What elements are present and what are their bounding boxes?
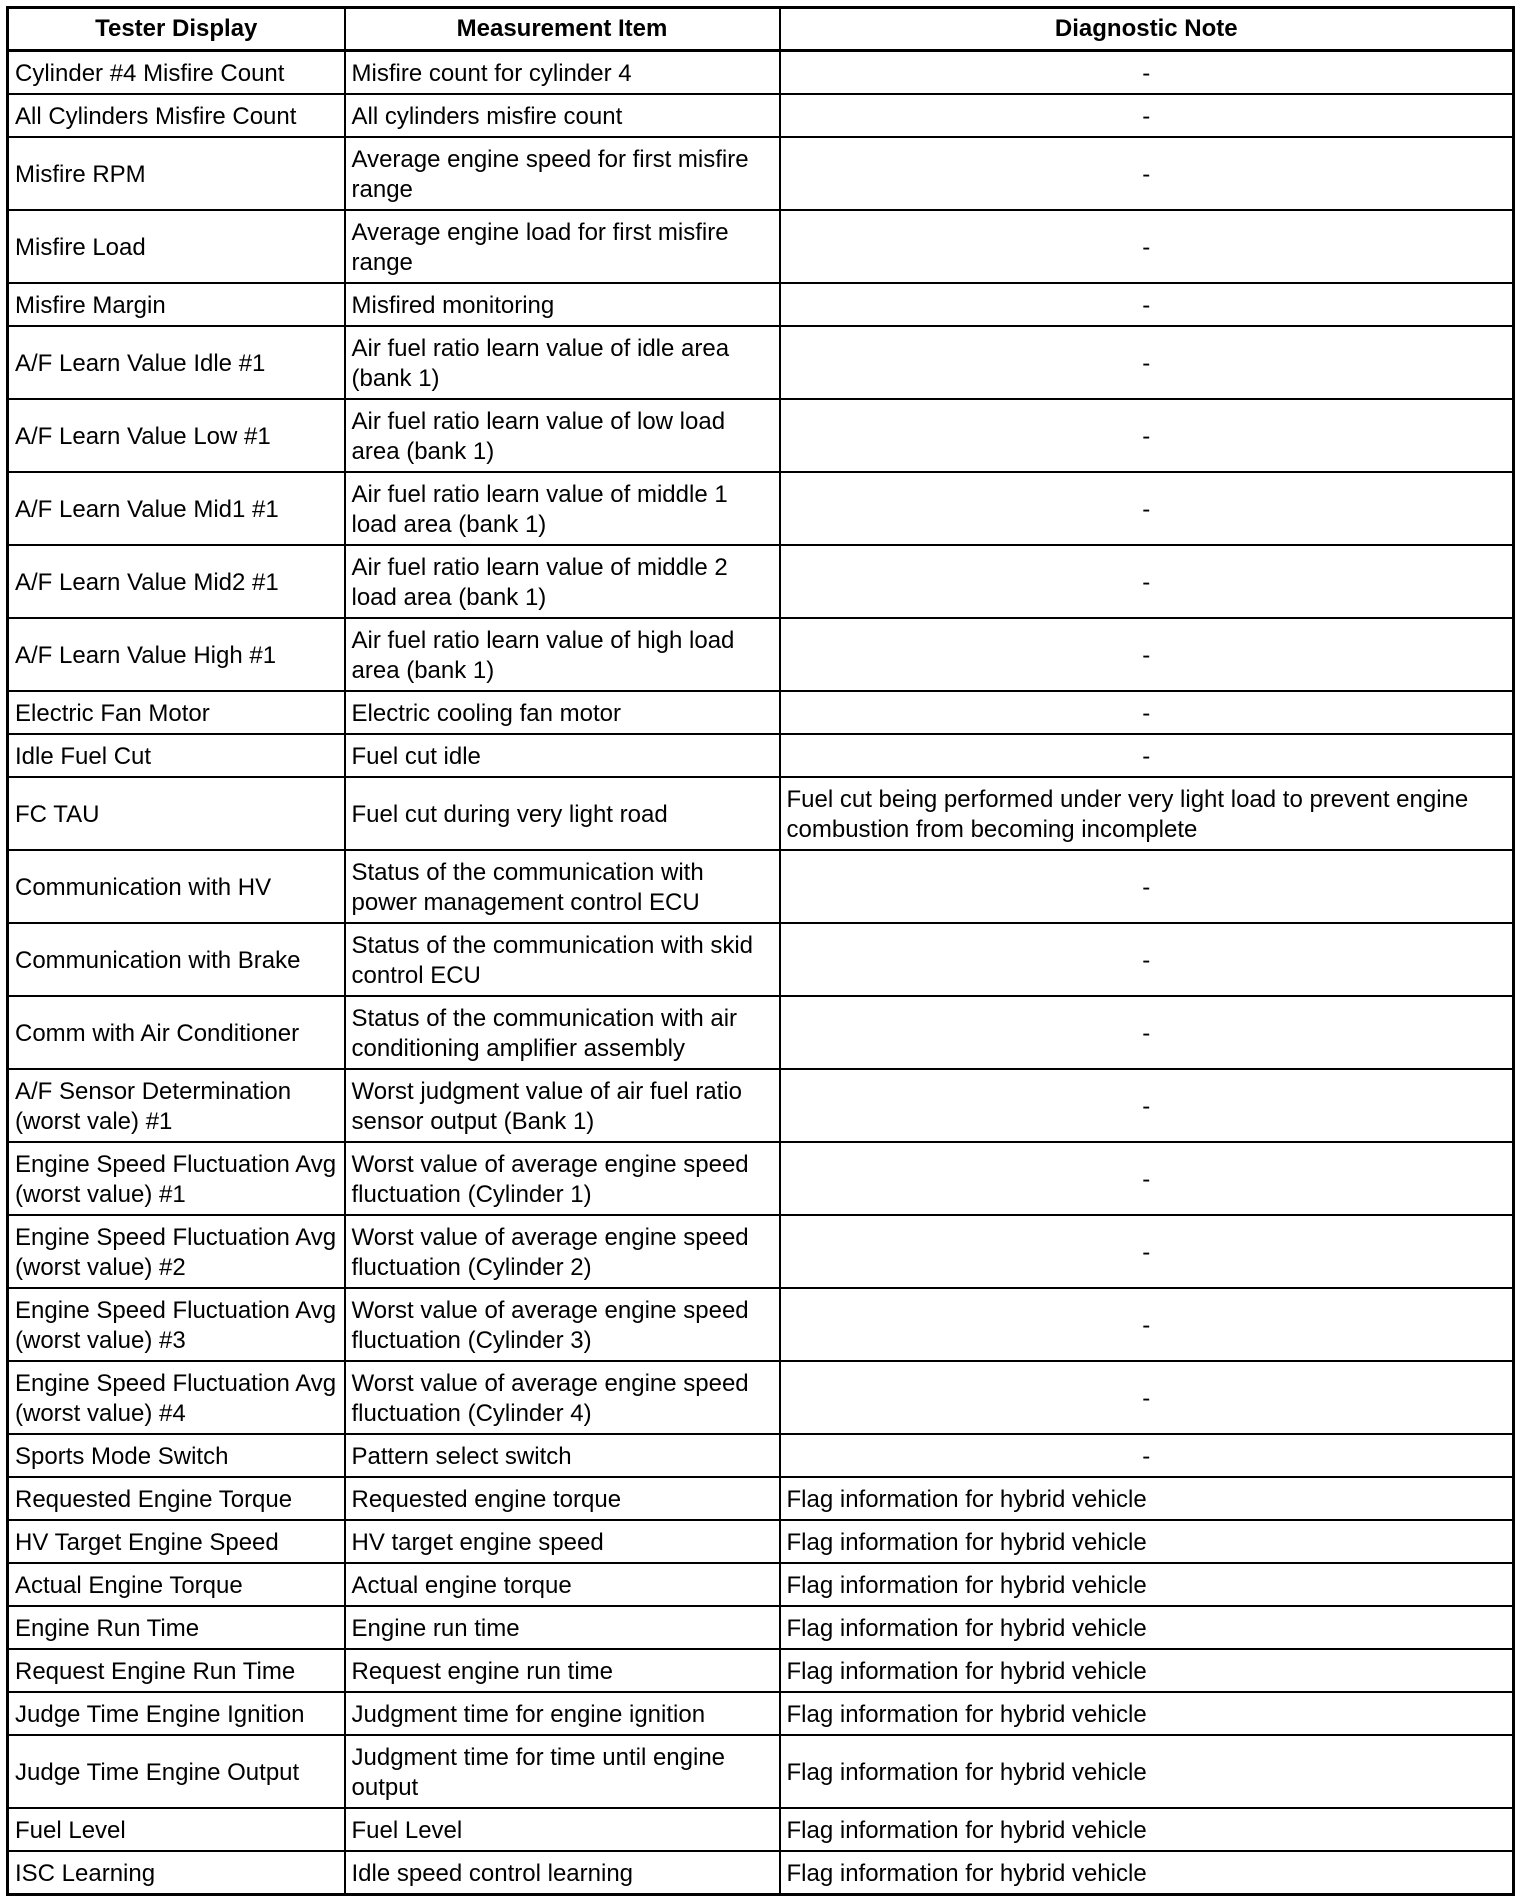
- diagnostic-note-cell: Flag information for hybrid vehicle: [780, 1851, 1514, 1895]
- diagnostic-note-cell: -: [780, 283, 1514, 326]
- measurement-item-cell: Status of the communication with air conditioning amplifier assembly: [345, 996, 780, 1069]
- tester-display-cell: Request Engine Run Time: [8, 1649, 345, 1692]
- table-row: [8, 1520, 1514, 1563]
- tester-display-cell: Actual Engine Torque: [8, 1563, 345, 1606]
- table-row: [8, 326, 1514, 399]
- table-row: [8, 1477, 1514, 1520]
- table-row: [8, 1361, 1514, 1434]
- measurement-item-cell: Worst value of average engine speed fluctuation (Cylinder 1): [345, 1142, 780, 1215]
- tester-display-cell: Communication with Brake: [8, 923, 345, 996]
- diagnostic-note-cell: Flag information for hybrid vehicle: [780, 1563, 1514, 1606]
- tester-display-cell: A/F Learn Value Mid2 #1: [8, 545, 345, 618]
- measurement-item-cell: Average engine load for first misfire range: [345, 210, 780, 283]
- tester-display-cell: A/F Learn Value Idle #1: [8, 326, 345, 399]
- table-row: [8, 1215, 1514, 1288]
- tester-display-cell: Electric Fan Motor: [8, 691, 345, 734]
- diagnostic-note-cell: -: [780, 618, 1514, 691]
- measurement-item-cell: Judgment time for engine ignition: [345, 1692, 780, 1735]
- tester-display-cell: Misfire Margin: [8, 283, 345, 326]
- diagnostic-note-cell: -: [780, 923, 1514, 996]
- diagnostic-note-cell: -: [780, 1361, 1514, 1434]
- table-row: [8, 1692, 1514, 1735]
- tester-display-cell: Cylinder #4 Misfire Count: [8, 51, 345, 95]
- table-row: [8, 734, 1514, 777]
- header-tester-display: Tester Display: [8, 8, 345, 51]
- table-row: [8, 691, 1514, 734]
- table-row: [8, 472, 1514, 545]
- tester-display-cell: Communication with HV: [8, 850, 345, 923]
- tester-display-cell: FC TAU: [8, 777, 345, 850]
- diagnostic-note-cell: -: [780, 210, 1514, 283]
- tester-display-cell: Requested Engine Torque: [8, 1477, 345, 1520]
- measurement-item-cell: Requested engine torque: [345, 1477, 780, 1520]
- measurement-item-cell: Fuel Level: [345, 1808, 780, 1851]
- table-row: [8, 777, 1514, 850]
- tester-display-cell: Misfire RPM: [8, 137, 345, 210]
- measurement-item-cell: Air fuel ratio learn value of middle 1 load area (bank 1): [345, 472, 780, 545]
- measurement-item-cell: Judgment time for time until engine output: [345, 1735, 780, 1808]
- tester-display-cell: ISC Learning: [8, 1851, 345, 1895]
- diagnostic-note-cell: Fuel cut being performed under very light load to prevent engine combustion from becoming incomplete: [780, 777, 1514, 850]
- table-row: [8, 1606, 1514, 1649]
- diagnostic-note-cell: Flag information for hybrid vehicle: [780, 1606, 1514, 1649]
- measurement-item-cell: Fuel cut during very light road: [345, 777, 780, 850]
- measurement-item-cell: Actual engine torque: [345, 1563, 780, 1606]
- diagnostic-note-cell: -: [780, 691, 1514, 734]
- measurement-item-cell: Average engine speed for first misfire range: [345, 137, 780, 210]
- tester-display-cell: Engine Speed Fluctuation Avg (worst value) #1: [8, 1142, 345, 1215]
- table-row: [8, 1851, 1514, 1895]
- tester-display-cell: Engine Speed Fluctuation Avg (worst value) #2: [8, 1215, 345, 1288]
- tester-display-cell: Misfire Load: [8, 210, 345, 283]
- tester-display-cell: A/F Learn Value Mid1 #1: [8, 472, 345, 545]
- header-measurement-item: Measurement Item: [345, 8, 780, 51]
- tester-display-cell: Comm with Air Conditioner: [8, 996, 345, 1069]
- table-row: [8, 1735, 1514, 1808]
- measurement-item-cell: Engine run time: [345, 1606, 780, 1649]
- diagnostic-note-cell: -: [780, 734, 1514, 777]
- tester-display-cell: Judge Time Engine Ignition: [8, 1692, 345, 1735]
- table-row: [8, 923, 1514, 996]
- measurement-item-cell: Air fuel ratio learn value of high load area (bank 1): [345, 618, 780, 691]
- table-row: [8, 545, 1514, 618]
- tester-display-cell: A/F Learn Value High #1: [8, 618, 345, 691]
- tester-display-cell: A/F Learn Value Low #1: [8, 399, 345, 472]
- table-row: [8, 399, 1514, 472]
- data-list-table: [6, 6, 1515, 1896]
- table-row: [8, 1069, 1514, 1142]
- table-row: [8, 1649, 1514, 1692]
- table-row: [8, 1808, 1514, 1851]
- tester-display-cell: A/F Sensor Determination (worst vale) #1: [8, 1069, 345, 1142]
- measurement-item-cell: Request engine run time: [345, 1649, 780, 1692]
- measurement-item-cell: Fuel cut idle: [345, 734, 780, 777]
- measurement-item-cell: Pattern select switch: [345, 1434, 780, 1477]
- measurement-item-cell: Air fuel ratio learn value of idle area (bank 1): [345, 326, 780, 399]
- table-row: [8, 51, 1514, 95]
- table-row: [8, 94, 1514, 137]
- diagnostic-note-cell: Flag information for hybrid vehicle: [780, 1477, 1514, 1520]
- tester-display-cell: HV Target Engine Speed: [8, 1520, 345, 1563]
- measurement-item-cell: Worst value of average engine speed fluctuation (Cylinder 3): [345, 1288, 780, 1361]
- table-header-row: [8, 8, 1514, 51]
- diagnostic-note-cell: -: [780, 399, 1514, 472]
- measurement-item-cell: Worst judgment value of air fuel ratio sensor output (Bank 1): [345, 1069, 780, 1142]
- measurement-item-cell: Electric cooling fan motor: [345, 691, 780, 734]
- table-row: [8, 618, 1514, 691]
- table-row: [8, 850, 1514, 923]
- tester-display-cell: Idle Fuel Cut: [8, 734, 345, 777]
- measurement-item-cell: Status of the communication with power management control ECU: [345, 850, 780, 923]
- table-row: [8, 1434, 1514, 1477]
- tester-display-cell: Engine Speed Fluctuation Avg (worst value) #3: [8, 1288, 345, 1361]
- tester-display-cell: Judge Time Engine Output: [8, 1735, 345, 1808]
- table-body: [8, 51, 1514, 1895]
- table-row: [8, 137, 1514, 210]
- diagnostic-note-cell: -: [780, 1142, 1514, 1215]
- diagnostic-note-cell: -: [780, 850, 1514, 923]
- tester-display-cell: Engine Run Time: [8, 1606, 345, 1649]
- measurement-item-cell: Status of the communication with skid control ECU: [345, 923, 780, 996]
- header-diagnostic-note: Diagnostic Note: [780, 8, 1514, 51]
- diagnostic-note-cell: -: [780, 1288, 1514, 1361]
- diagnostic-note-cell: -: [780, 51, 1514, 95]
- diagnostic-note-cell: Flag information for hybrid vehicle: [780, 1808, 1514, 1851]
- measurement-item-cell: HV target engine speed: [345, 1520, 780, 1563]
- measurement-item-cell: Idle speed control learning: [345, 1851, 780, 1895]
- measurement-item-cell: Worst value of average engine speed fluctuation (Cylinder 2): [345, 1215, 780, 1288]
- diagnostic-note-cell: Flag information for hybrid vehicle: [780, 1692, 1514, 1735]
- measurement-item-cell: Air fuel ratio learn value of middle 2 load area (bank 1): [345, 545, 780, 618]
- table-row: [8, 1563, 1514, 1606]
- diagnostic-note-cell: -: [780, 996, 1514, 1069]
- tester-display-cell: Sports Mode Switch: [8, 1434, 345, 1477]
- diagnostic-note-cell: Flag information for hybrid vehicle: [780, 1649, 1514, 1692]
- diagnostic-note-cell: -: [780, 545, 1514, 618]
- measurement-item-cell: Worst value of average engine speed fluctuation (Cylinder 4): [345, 1361, 780, 1434]
- diagnostic-note-cell: Flag information for hybrid vehicle: [780, 1520, 1514, 1563]
- diagnostic-note-cell: -: [780, 94, 1514, 137]
- diagnostic-note-cell: -: [780, 472, 1514, 545]
- table-row: [8, 1142, 1514, 1215]
- diagnostic-note-cell: -: [780, 1434, 1514, 1477]
- tester-display-cell: Fuel Level: [8, 1808, 345, 1851]
- diagnostic-note-cell: -: [780, 1069, 1514, 1142]
- table-row: [8, 210, 1514, 283]
- diagnostic-note-cell: -: [780, 326, 1514, 399]
- tester-display-cell: All Cylinders Misfire Count: [8, 94, 345, 137]
- measurement-item-cell: All cylinders misfire count: [345, 94, 780, 137]
- measurement-item-cell: Misfired monitoring: [345, 283, 780, 326]
- diagnostic-note-cell: -: [780, 1215, 1514, 1288]
- table-row: [8, 1288, 1514, 1361]
- table-row: [8, 996, 1514, 1069]
- diagnostic-note-cell: -: [780, 137, 1514, 210]
- measurement-item-cell: Misfire count for cylinder 4: [345, 51, 780, 95]
- measurement-item-cell: Air fuel ratio learn value of low load area (bank 1): [345, 399, 780, 472]
- table-row: [8, 283, 1514, 326]
- diagnostic-note-cell: Flag information for hybrid vehicle: [780, 1735, 1514, 1808]
- tester-display-cell: Engine Speed Fluctuation Avg (worst value) #4: [8, 1361, 345, 1434]
